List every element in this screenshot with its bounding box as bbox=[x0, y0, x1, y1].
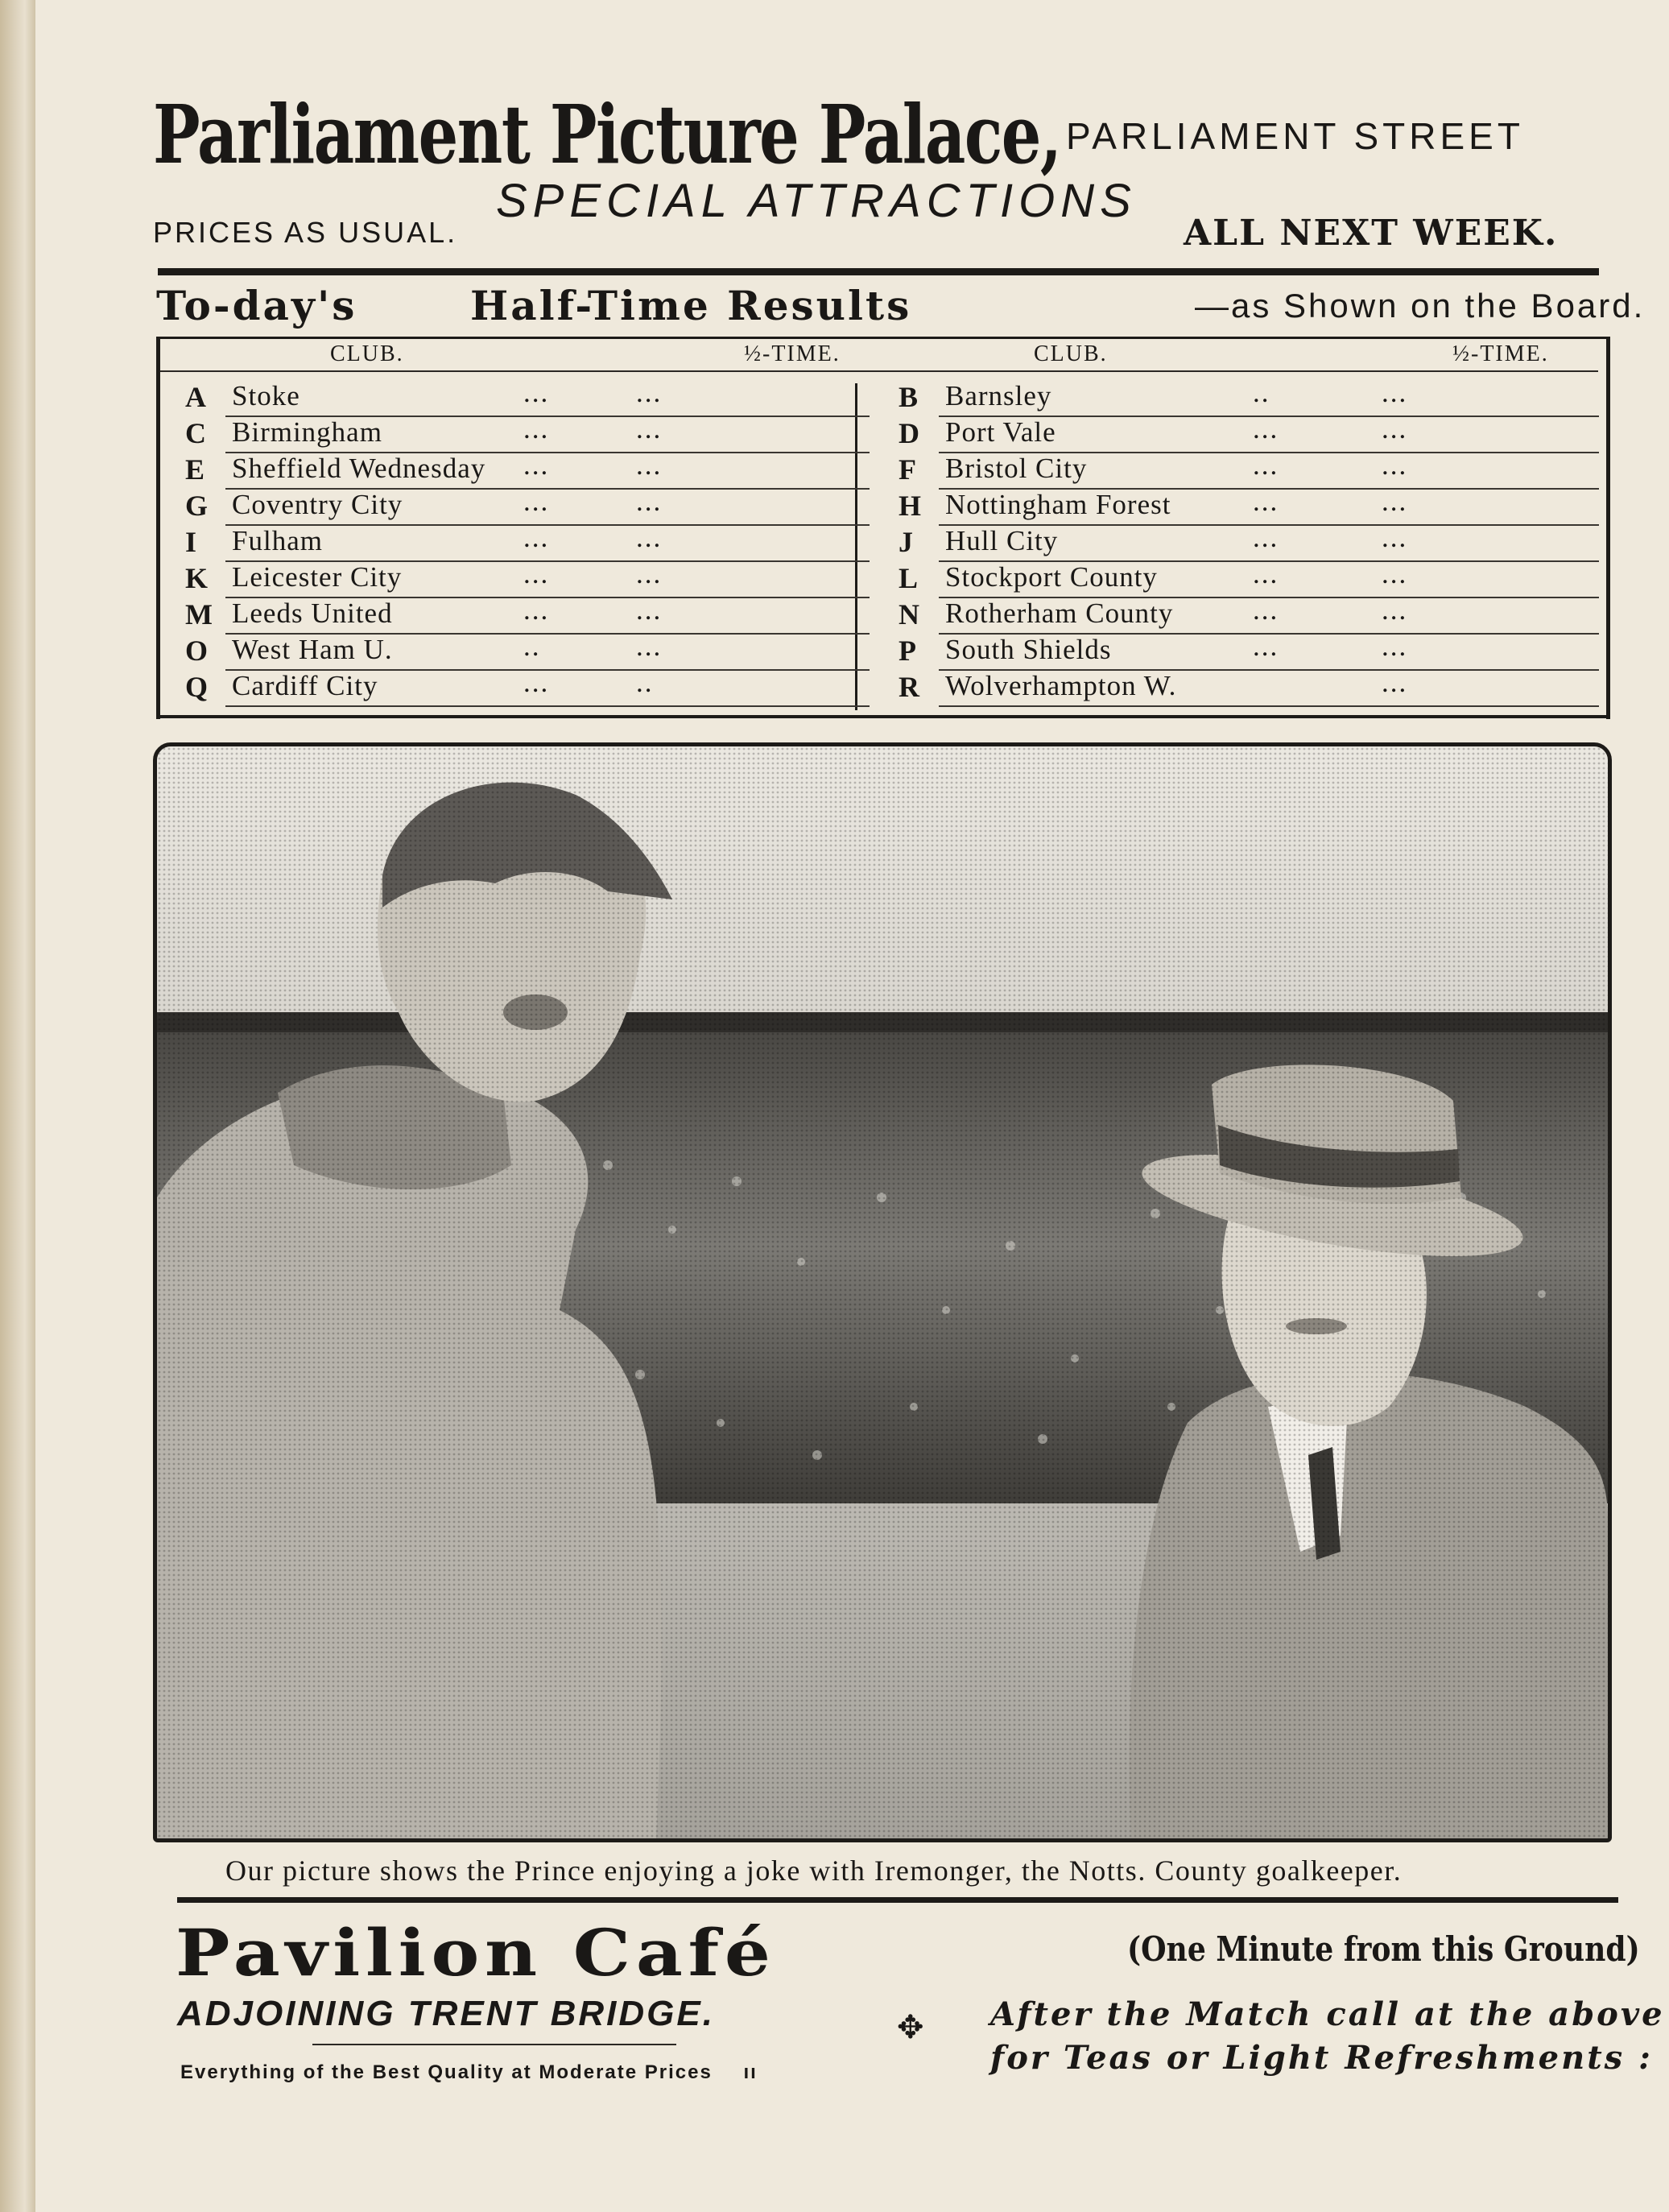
halftime-placeholder: ... bbox=[636, 558, 663, 589]
results-heading-main: Half-Time Results bbox=[470, 282, 912, 329]
result-letter: M bbox=[185, 598, 213, 631]
results-heading-board: —as Shown on the Board. bbox=[1195, 287, 1646, 325]
cafe-after-match: After the Match call at the above bbox=[990, 1995, 1665, 2033]
cinema-title: Parliament Picture Palace, bbox=[153, 87, 1061, 182]
result-row bbox=[899, 486, 1607, 525]
club-name: Bristol City bbox=[945, 453, 1088, 484]
halftime-placeholder: ... bbox=[1382, 377, 1408, 408]
table-header-rule bbox=[160, 370, 1598, 372]
result-row bbox=[899, 377, 1607, 416]
score-placeholder: ... bbox=[1253, 413, 1279, 444]
halftime-placeholder: ... bbox=[1382, 667, 1408, 698]
score-placeholder: ... bbox=[1253, 631, 1279, 662]
result-letter: E bbox=[185, 453, 205, 486]
score-placeholder: ... bbox=[523, 377, 550, 408]
result-row bbox=[899, 631, 1607, 670]
result-letter: D bbox=[899, 417, 919, 449]
club-name: South Shields bbox=[945, 634, 1112, 665]
score-placeholder: ... bbox=[1253, 522, 1279, 553]
left-time-header: ½-TIME. bbox=[744, 341, 841, 366]
right-club-header: CLUB. bbox=[1034, 341, 1108, 366]
halftime-placeholder: ... bbox=[1382, 486, 1408, 517]
result-letter: L bbox=[899, 562, 919, 594]
cinema-street: PARLIAMENT STREET bbox=[1066, 115, 1524, 157]
result-row bbox=[185, 413, 878, 453]
score-placeholder: ... bbox=[523, 594, 550, 626]
result-letter: O bbox=[185, 635, 209, 667]
score-placeholder: .. bbox=[1253, 377, 1270, 408]
right-time-header: ½-TIME. bbox=[1452, 341, 1549, 366]
result-row bbox=[899, 594, 1607, 634]
result-row bbox=[899, 413, 1607, 453]
halftime-placeholder: .. bbox=[636, 667, 654, 698]
club-name: Coventry City bbox=[232, 489, 403, 520]
result-row bbox=[185, 377, 878, 416]
table-bottom-rule bbox=[156, 715, 1610, 718]
score-placeholder: ... bbox=[523, 667, 550, 698]
result-letter: N bbox=[899, 598, 919, 631]
score-placeholder: ... bbox=[1253, 449, 1279, 481]
score-placeholder: ... bbox=[1253, 558, 1279, 589]
result-row bbox=[185, 558, 878, 597]
result-letter: H bbox=[899, 490, 922, 522]
cafe-distance: (One Minute from this Ground) bbox=[1127, 1929, 1640, 1969]
result-letter: J bbox=[899, 526, 913, 558]
binding-spine bbox=[0, 0, 35, 2212]
result-letter: P bbox=[899, 635, 916, 667]
halftime-placeholder: ... bbox=[1382, 594, 1408, 626]
score-placeholder: ... bbox=[523, 558, 550, 589]
photograph-prince-and-goalkeeper bbox=[153, 742, 1612, 1842]
result-row bbox=[899, 522, 1607, 561]
prices-note: PRICES AS USUAL. bbox=[153, 216, 458, 249]
cafe-quality-note bbox=[180, 2061, 758, 2084]
halftone-photo-illustration bbox=[157, 746, 1608, 1838]
ornament-icon: ✥ bbox=[897, 2009, 924, 2045]
halftime-placeholder: ... bbox=[636, 594, 663, 626]
result-row bbox=[899, 558, 1607, 597]
next-week-note: ALL NEXT WEEK. bbox=[1184, 213, 1559, 254]
club-name: Fulham bbox=[232, 525, 323, 556]
score-placeholder: ... bbox=[523, 486, 550, 517]
club-name: Wolverhampton W. bbox=[945, 670, 1177, 701]
halftime-placeholder: ... bbox=[636, 522, 663, 553]
result-letter: Q bbox=[185, 671, 209, 703]
cafe-refreshments: for Teas or Light Refreshments : bbox=[990, 2039, 1653, 2077]
result-row bbox=[899, 667, 1607, 706]
result-row bbox=[185, 486, 878, 525]
halftime-placeholder: ... bbox=[636, 377, 663, 408]
score-placeholder: .. bbox=[523, 631, 541, 662]
result-row bbox=[185, 449, 878, 489]
halftime-placeholder: ... bbox=[1382, 522, 1408, 553]
programme-page bbox=[35, 0, 1669, 2212]
row-rule bbox=[939, 705, 1599, 707]
result-row bbox=[899, 449, 1607, 489]
location-underline bbox=[312, 2044, 676, 2045]
halftime-placeholder: ... bbox=[636, 631, 663, 662]
club-name: West Ham U. bbox=[232, 634, 393, 665]
club-name: Leeds United bbox=[232, 597, 393, 629]
club-name: Sheffield Wednesday bbox=[232, 453, 486, 484]
club-name: Hull City bbox=[945, 525, 1059, 556]
result-letter: A bbox=[185, 381, 206, 413]
halftime-placeholder: ... bbox=[636, 413, 663, 444]
cafe-quality-text: Everything of the Best Quality at Moderate Prices bbox=[180, 2061, 713, 2083]
club-name: Cardiff City bbox=[232, 670, 378, 701]
advert-top-rule bbox=[177, 1897, 1618, 1903]
result-letter: B bbox=[899, 381, 919, 413]
result-row bbox=[185, 594, 878, 634]
score-placeholder: ... bbox=[1253, 594, 1279, 626]
score-placeholder: ... bbox=[523, 522, 550, 553]
result-letter: K bbox=[185, 562, 209, 594]
result-row bbox=[185, 667, 878, 706]
result-letter: G bbox=[185, 490, 209, 522]
result-letter: F bbox=[899, 453, 916, 486]
club-name: Nottingham Forest bbox=[945, 489, 1171, 520]
row-rule bbox=[225, 705, 870, 707]
special-attractions: SPECIAL ATTRACTIONS bbox=[496, 175, 1137, 227]
cafe-name: Pavilion Café bbox=[176, 1915, 776, 1991]
club-name: Barnsley bbox=[945, 380, 1052, 411]
result-letter: R bbox=[899, 671, 919, 703]
club-name: Port Vale bbox=[945, 416, 1056, 448]
photo-caption: Our picture shows the Prince enjoying a joke with Iremonger, the Notts. County goalkeeper. bbox=[225, 1854, 1403, 1887]
score-placeholder: ... bbox=[523, 413, 550, 444]
cafe-quality-mark: ıı bbox=[743, 2061, 758, 2083]
halftime-placeholder: ... bbox=[636, 486, 663, 517]
halftime-placeholder: ... bbox=[636, 449, 663, 481]
club-name: Stockport County bbox=[945, 561, 1158, 593]
score-placeholder: ... bbox=[523, 449, 550, 481]
results-heading-today: To-day's bbox=[156, 282, 357, 329]
score-placeholder: ... bbox=[1253, 486, 1279, 517]
club-name: Birmingham bbox=[232, 416, 382, 448]
club-name: Rotherham County bbox=[945, 597, 1174, 629]
club-name: Stoke bbox=[232, 380, 300, 411]
halftime-placeholder: ... bbox=[1382, 558, 1408, 589]
header-rule bbox=[158, 268, 1599, 275]
halftime-placeholder: ... bbox=[1382, 449, 1408, 481]
halftime-placeholder: ... bbox=[1382, 631, 1408, 662]
halftime-placeholder: ... bbox=[1382, 413, 1408, 444]
result-letter: C bbox=[185, 417, 206, 449]
left-club-header: CLUB. bbox=[330, 341, 404, 366]
result-row bbox=[185, 522, 878, 561]
result-letter: I bbox=[185, 526, 197, 558]
cafe-location: ADJOINING TRENT BRIDGE. bbox=[177, 1994, 715, 2033]
result-row bbox=[185, 631, 878, 670]
club-name: Leicester City bbox=[232, 561, 403, 593]
